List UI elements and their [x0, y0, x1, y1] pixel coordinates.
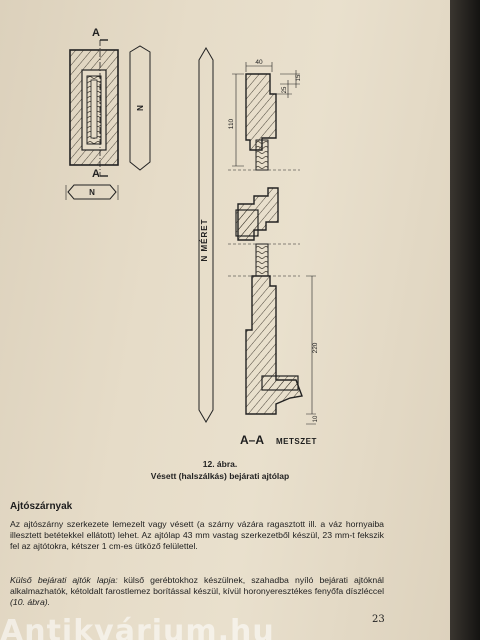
door-elevation — [66, 27, 150, 200]
paragraph-2-lead: Külső bejárati ajtók lapja: — [10, 575, 118, 585]
section-heading: Ajtószárnyak — [10, 501, 73, 512]
dim-label-bottom-n: N — [89, 188, 95, 197]
section-title: A–A — [240, 433, 265, 447]
n-meret-label: N MÉRET — [200, 218, 209, 262]
dim-220: 220 — [312, 342, 319, 354]
dim-15: 15 — [296, 74, 302, 82]
section-view — [228, 59, 319, 424]
paragraph-2-ref: (10. ábra). — [10, 597, 51, 608]
book-spine-shadow — [450, 0, 480, 640]
paragraph-2-body: külső gerébtokhoz készülnek, szahadba nyíló bejárati ajtóknál alkalmazhatók, kétoldalt farostlemez borítással készül, kívül horonyeresztékes fenyőfa díszléccel — [10, 575, 384, 597]
section-marker-bottom: A — [92, 168, 100, 180]
section-marker-top: A — [92, 27, 100, 39]
overall-dimension — [199, 48, 213, 422]
paragraph-2 — [10, 575, 384, 609]
figure-caption: Vésett (halszálkás) bejárati ajtólap — [150, 471, 290, 481]
dim-10: 10 — [313, 415, 319, 423]
dim-110: 110 — [228, 118, 235, 130]
watermark: Antikvárium.hu — [0, 614, 275, 640]
dim-40: 40 — [255, 59, 263, 66]
paragraph-1: Az ajtószárny szerkezete lemezelt vagy vésett (a szárny vázára ragasztott ill. a váz hornyaiba illesztett betétekkel ellátott) lehet. Az ajtólap 43 mm vastag szerkezetből készül, 23 mm-t fekszik fel az ajtótokra, kétszer 1 cm-es ütköző felülettel. — [10, 519, 384, 552]
section-title-word: METSZET — [276, 437, 317, 446]
figure-number: 12. ábra. — [202, 459, 238, 469]
dim-label-side-n: N — [135, 105, 144, 111]
dim-25: 25 — [282, 86, 288, 94]
page-number: 23 — [372, 614, 385, 625]
